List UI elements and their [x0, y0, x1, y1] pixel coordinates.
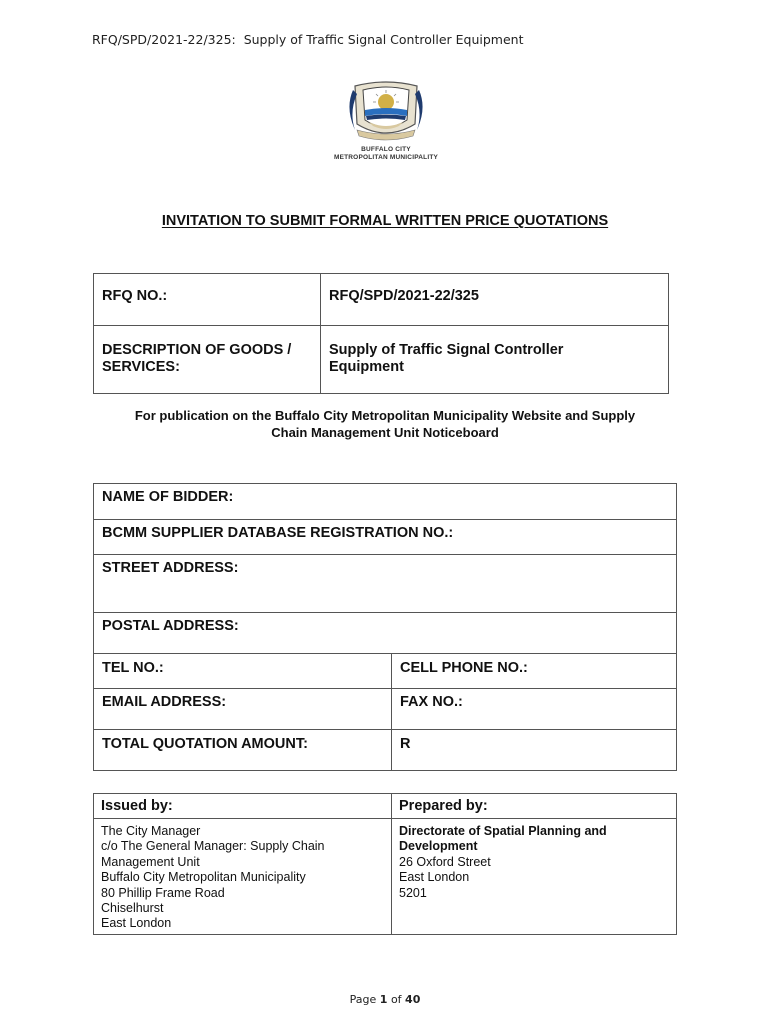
issued-by-line: 80 Phillip Frame Road — [101, 885, 225, 900]
postal-address-row — [94, 613, 677, 654]
fax-number-field[interactable]: FAX NO.: — [392, 689, 677, 730]
of-word: of — [390, 993, 402, 1006]
page-word: Page — [349, 993, 377, 1006]
rfq-details-table — [93, 273, 669, 394]
rfq-number-row — [94, 274, 669, 326]
name-of-bidder-field[interactable]: NAME OF BIDDER: — [94, 484, 677, 520]
total-quotation-label: TOTAL QUOTATION AMOUNT: — [94, 730, 392, 771]
prepared-by-directorate-line: Development — [399, 839, 478, 854]
street-address-field[interactable]: STREET ADDRESS: — [94, 555, 677, 613]
municipality-logo — [327, 80, 445, 164]
bidder-details-table — [93, 483, 677, 771]
total-quotation-amount-field[interactable]: R — [392, 730, 677, 771]
publication-line2: Chain Management Unit Noticeboard — [271, 425, 499, 440]
name-of-bidder-row — [94, 484, 677, 520]
issued-by-line: East London — [101, 916, 172, 931]
prepared-by-line: 26 Oxford Street — [399, 854, 491, 869]
email-fax-row — [94, 689, 677, 730]
description-value-line2: Equipment — [329, 359, 404, 375]
phone-row — [94, 654, 677, 689]
page-footer — [0, 993, 770, 1006]
description-value-line1: Supply of Traffic Signal Controller — [329, 342, 564, 358]
issued-by-address — [94, 819, 392, 935]
total-pages: 40 — [405, 993, 421, 1006]
issued-by-label: Issued by: — [94, 794, 392, 819]
total-amount-row — [94, 730, 677, 771]
issued-by-line: Chiselhurst — [101, 901, 164, 916]
prepared-by-label: Prepared by: — [392, 794, 677, 819]
description-label-line1: DESCRIPTION OF GOODS / — [102, 342, 292, 358]
issued-by-line: c/o The General Manager: Supply Chain — [101, 839, 325, 854]
prepared-by-address — [392, 819, 677, 935]
tel-number-field[interactable]: TEL NO.: — [94, 654, 392, 689]
coat-of-arms-icon — [327, 80, 445, 146]
issued-by-line: The City Manager — [101, 824, 201, 838]
prepared-by-line: 5201 — [399, 885, 427, 900]
publication-line1: For publication on the Buffalo City Metropolitan Municipality Website and Supply — [134, 408, 636, 423]
description-label-line2: SERVICES: — [102, 359, 180, 375]
postal-address-field[interactable]: POSTAL ADDRESS: — [94, 613, 677, 654]
document-title: INVITATION TO SUBMIT FORMAL WRITTEN PRICE QUOTATIONS — [161, 213, 609, 229]
street-address-row — [94, 555, 677, 613]
description-row — [94, 326, 669, 394]
page-number: 1 — [379, 993, 388, 1006]
registration-row — [94, 520, 677, 555]
logo-text-line2: METROPOLITAN MUNICIPALITY — [333, 154, 439, 161]
issue-details-table — [93, 793, 677, 935]
publication-notice — [93, 407, 677, 441]
description-value — [321, 326, 669, 394]
description-label — [94, 326, 321, 394]
issued-by-line: Management Unit — [101, 854, 200, 869]
running-header: RFQ/SPD/2021-22/325: Supply of Traffic Signal Controller Equipment — [92, 32, 524, 47]
issue-body-row — [94, 819, 677, 935]
issue-header-row — [94, 794, 677, 819]
rfq-number-value: RFQ/SPD/2021-22/325 — [321, 274, 669, 326]
issued-by-line: Buffalo City Metropolitan Municipality — [101, 870, 306, 885]
logo-text-line1: BUFFALO CITY — [361, 146, 411, 153]
prepared-by-line: East London — [399, 870, 470, 885]
prepared-by-directorate-line: Directorate of Spatial Planning and — [399, 824, 607, 838]
email-address-field[interactable]: EMAIL ADDRESS: — [94, 689, 392, 730]
cell-phone-field[interactable]: CELL PHONE NO.: — [392, 654, 677, 689]
registration-number-field[interactable]: BCMM SUPPLIER DATABASE REGISTRATION NO.: — [94, 520, 677, 555]
rfq-number-label: RFQ NO.: — [94, 274, 321, 326]
